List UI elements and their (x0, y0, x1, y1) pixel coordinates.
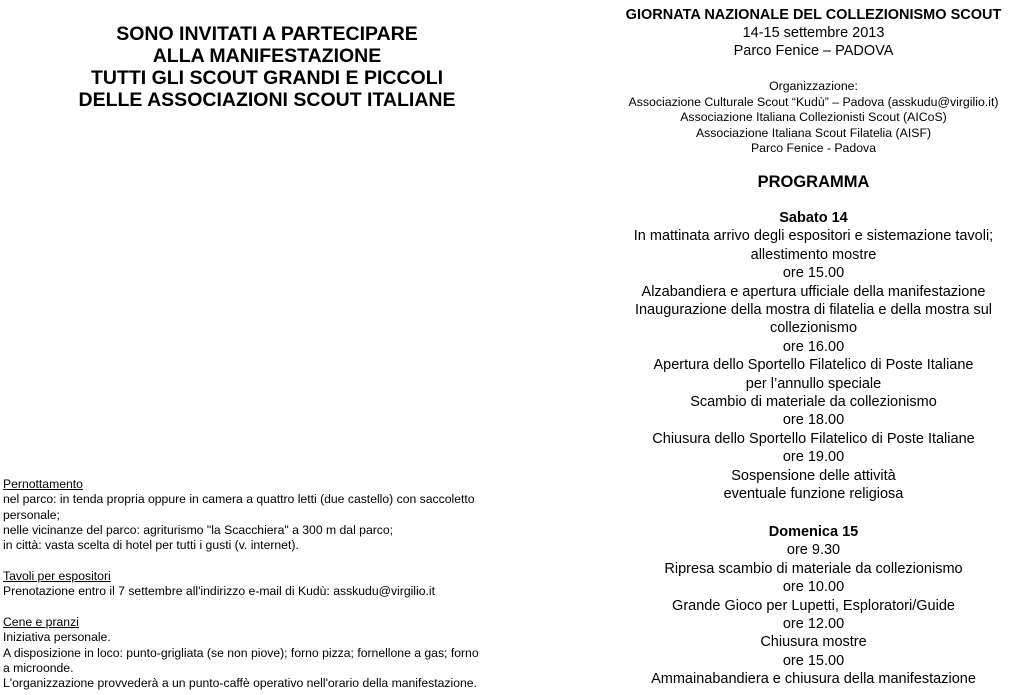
section-heading: Tavoli per espositori (3, 569, 111, 583)
section-line: Prenotazione entro il 7 settembre all'indirizzo e-mail di Kudù: asskudu@virgilio.it (3, 584, 435, 599)
section-line: Iniziativa personale. (3, 630, 111, 645)
event-dates: 14-15 settembre 2013 (742, 25, 885, 41)
section-pernottamento (3, 477, 531, 553)
program-line: In mattinata arrivo degli espositori e sistemazione tavoli; (633, 228, 994, 245)
program-line: Ammainabandiera e chiusura della manifestazione (651, 671, 976, 688)
invitation-heading (0, 23, 534, 111)
program-line: ore 15.00 (782, 652, 845, 669)
organization-member: Associazione Italiana Scout Filatelia (AISF) (695, 125, 932, 140)
program-line: Apertura dello Sportello Filatelico di Poste Italiane (653, 357, 974, 374)
program-title: PROGRAMMA (757, 173, 870, 191)
day-label: Domenica 15 (768, 524, 859, 540)
program-line: Ripresa scambio di materiale da collezionismo (664, 560, 963, 577)
organization-member: Associazione Culturale Scout “Kudù” – Padova (asskudu@virgilio.it) (628, 94, 999, 109)
section-line: L'organizzazione provvederà a un punto-caffè operativo nell'orario della manifestazione. (3, 676, 477, 691)
section-line: A disposizione in loco: punto-grigliata (se non piove); forno pizza; fornellone a gas; forno (3, 645, 479, 660)
event-place: Parco Fenice – PADOVA (733, 43, 894, 59)
program-line: ore 19.00 (782, 449, 845, 466)
program-line: Chiusura dello Sportello Filatelico di Poste Italiane (652, 430, 975, 447)
program-saturday (598, 209, 1029, 504)
program-line: eventuale funzione religiosa (723, 486, 904, 503)
section-line: nelle vicinanze del parco: agriturismo "la Scacchiera" a 300 m dal parco; (3, 522, 394, 537)
program-line: ore 9.30 (786, 542, 841, 559)
program-line: Sospensione delle attività (731, 467, 896, 484)
program-line: Chiusura mostre (760, 634, 867, 651)
organization-block (598, 79, 1029, 157)
invitation-line: DELLE ASSOCIAZIONI SCOUT ITALIANE (78, 89, 456, 111)
organization-member: Associazione Italiana Collezionisti Scout (AICoS) (680, 110, 947, 125)
program-line: Scambio di materiale da collezionismo (690, 394, 937, 411)
organization-member: Parco Fenice - Padova (750, 141, 877, 156)
program-line: Alzabandiera e apertura ufficiale della manifestazione (641, 283, 986, 300)
program-line: Inaugurazione della mostra di filatelia e della mostra sul (634, 302, 993, 319)
program-line: per l’annullo speciale (745, 375, 882, 392)
invitation-line: TUTTI GLI SCOUT GRANDI E PICCOLI (90, 67, 444, 89)
program-line: ore 15.00 (782, 265, 845, 282)
section-line: nel parco: in tenda propria oppure in camera a quattro letti (due castello) con saccoletto (3, 492, 475, 507)
section-tavoli (3, 569, 531, 600)
section-cene (3, 615, 531, 691)
program-sunday (598, 523, 1029, 689)
section-line: in città: vasta scelta di hotel per tutti i gusti (v. internet). (3, 538, 299, 553)
invitation-line: ALLA MANIFESTAZIONE (152, 45, 382, 67)
program-line: ore 18.00 (782, 412, 845, 429)
day-label: Sabato 14 (779, 210, 848, 226)
organization-label: Organizzazione: (769, 79, 858, 93)
event-title: GIORNATA NAZIONALE DEL COLLEZIONISMO SCOUT (625, 7, 1002, 23)
program-line: ore 12.00 (782, 616, 845, 633)
section-line: personale; (3, 507, 60, 522)
section-heading: Pernottamento (3, 477, 83, 491)
invitation-line: SONO INVITATI A PARTECIPARE (116, 23, 418, 45)
program-line: Grande Gioco per Lupetti, Esploratori/Guide (672, 597, 955, 614)
program-line: ore 16.00 (782, 338, 845, 355)
section-heading: Cene e pranzi (3, 615, 79, 629)
section-line: a microonde. (3, 660, 74, 675)
program-line: ore 10.00 (782, 579, 845, 596)
program-line: allestimento mostre (750, 246, 877, 263)
program-line: collezionismo (769, 320, 858, 337)
right-column (598, 0, 1029, 695)
